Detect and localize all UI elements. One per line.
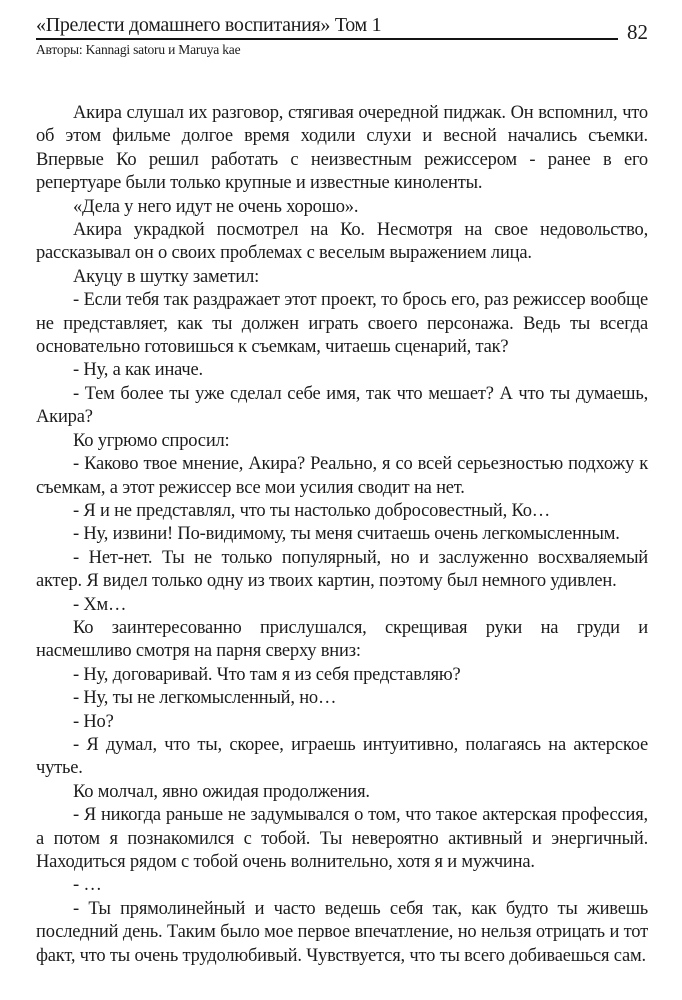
- paragraph: - Если тебя так раздражает этот проект, то брось его, раз режиссер вообще не представляет, как ты должен играть своего персонажа. Ведь ты всегда основательно готовишься к съемкам, читаешь сценарий, так?: [36, 290, 648, 358]
- paragraph: - Ты прямолинейный и часто ведешь себя так, как будто ты живешь последний день. Таким было мое первое впечатление, но нельзя отрицать и тот факт, что ты очень трудолюбивый. Чувствуется, что ты всего добиваешься сам.: [36, 898, 648, 966]
- paragraph: - Ну, договаривай. Что там я из себя представляю?: [73, 664, 461, 685]
- page-header: [36, 14, 648, 44]
- paragraph: «Дела у него идут не очень хорошо».: [73, 196, 359, 217]
- paragraph: - Ну, извини! По-видимому, ты меня считаешь очень легкомысленным.: [73, 524, 620, 545]
- paragraph: - Каково твое мнение, Акира? Реально, я со всей серьезностью подхожу к съемкам, а этот режиссер все мои усилия сводит на нет.: [36, 454, 648, 498]
- book-title: «Прелести домашнего воспитания» Том 1: [36, 14, 382, 36]
- paragraph: - Тем более ты уже сделал себе имя, так что мешает? А что ты думаешь, Акира?: [36, 383, 648, 428]
- paragraph: Ко молчал, явно ожидая продолжения.: [73, 781, 370, 802]
- authors-line: Авторы: Kannagi satoru и Maruya kae: [36, 42, 241, 57]
- paragraph: - Я никогда раньше не задумывался о том, что такое актерская профессия, а потом я познакомился с тобой. Ты невероятно активный и энергичный. Находиться рядом с тобой очень волнительно, хотя я и мужчина.: [36, 805, 648, 872]
- paragraph: Акуцу в шутку заметил:: [73, 266, 260, 287]
- page-number: 82: [627, 20, 648, 44]
- paragraph: - Ну, а как иначе.: [73, 360, 203, 381]
- paragraph: - Я думал, что ты, скорее, играешь интуитивно, полагаясь на актерское чутье.: [36, 734, 648, 779]
- story-text: [36, 102, 648, 968]
- paragraph: - Ну, ты не легкомысленный, но…: [73, 688, 337, 709]
- paragraph: Ко угрюмо спросил:: [73, 430, 230, 451]
- paragraph: - Нет-нет. Ты не только популярный, но и заслуженно восхваляемый актер. Я видел только одну из твоих картин, поэтому был немного удивлен.: [36, 547, 648, 592]
- paragraph: - Хм…: [73, 594, 127, 615]
- header-rule: [36, 14, 618, 40]
- paragraph: Ко заинтересованно прислушался, скрещивая руки на груди и насмешливо смотря на парня сверху вниз:: [36, 617, 648, 662]
- paragraph: - …: [73, 875, 102, 896]
- paragraph: - Я и не представлял, что ты настолько добросовестный, Ко…: [73, 500, 551, 521]
- paragraph: Акира украдкой посмотрел на Ко. Несмотря на свое недовольство, рассказывал он о своих проблемах с веселым выражением лица.: [36, 220, 648, 264]
- paragraph: Акира слушал их разговор, стягивая очередной пиджак. Он вспомнил, что об этом фильме долгое время ходили слухи и весной начались съемки. Впервые Ко решил работать с неизвестным режиссером - ранее в его репертуаре были только крупные и известные киноленты.: [36, 103, 648, 194]
- paragraph: - Но?: [73, 711, 114, 732]
